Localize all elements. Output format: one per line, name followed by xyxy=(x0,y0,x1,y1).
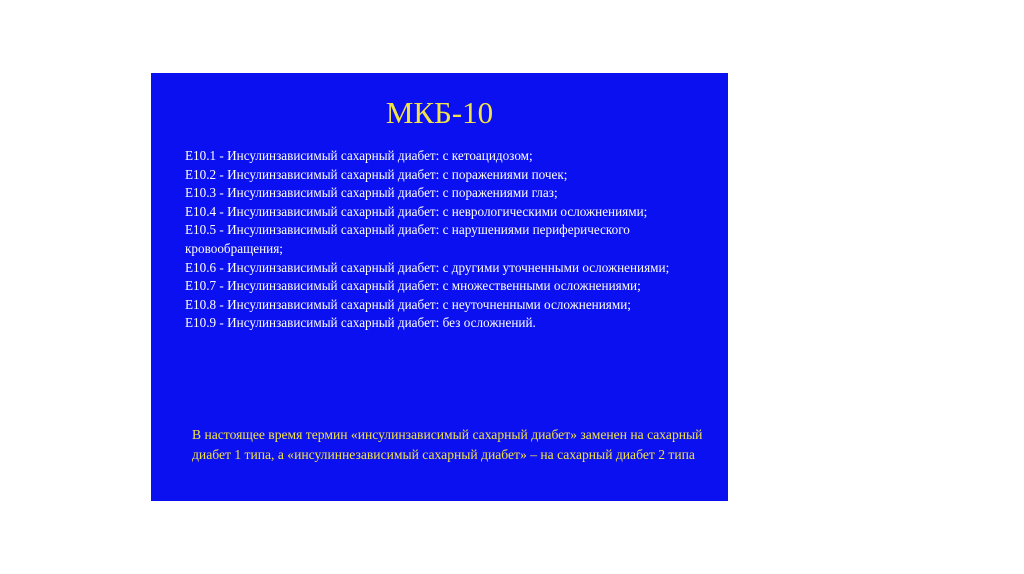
list-item: Е10.3 - Инсулинзависимый сахарный диабет: с поражениями глаз; xyxy=(185,185,558,201)
list-item: Е10.6 - Инсулинзависимый сахарный диабет: с другими уточненными осложнениями; xyxy=(185,259,670,275)
terminology-note: В настоящее время термин «инсулинзависимый сахарный диабет» заменен на сахарный диабет 1 типа, а «инсулиннезависимый сахарный диабет» – на сахарный диабет 2 типа xyxy=(192,427,703,462)
list-item: Е10.2 - Инсулинзависимый сахарный диабет: с поражениями почек; xyxy=(185,166,568,182)
list-item: Е10.8 - Инсулинзависимый сахарный диабет: с неуточненными осложнениями; xyxy=(185,296,631,312)
list-item: Е10.4 - Инсулинзависимый сахарный диабет: с неврологическими осложнениями; xyxy=(185,203,648,219)
slide xyxy=(151,73,728,501)
icd-code-list xyxy=(185,147,705,333)
list-item: Е10.1 - Инсулинзависимый сахарный диабет: с кетоацидозом; xyxy=(185,148,533,163)
list-item: Е10.9 - Инсулинзависимый сахарный диабет: без осложнений. xyxy=(185,315,536,331)
list-item: Е10.5 - Инсулинзависимый сахарный диабет: с нарушениями периферического кровообращения; xyxy=(185,222,630,256)
slide-title: МКБ-10 xyxy=(385,95,494,130)
list-item: Е10.7 - Инсулинзависимый сахарный диабет: с множественными осложнениями; xyxy=(185,278,641,294)
